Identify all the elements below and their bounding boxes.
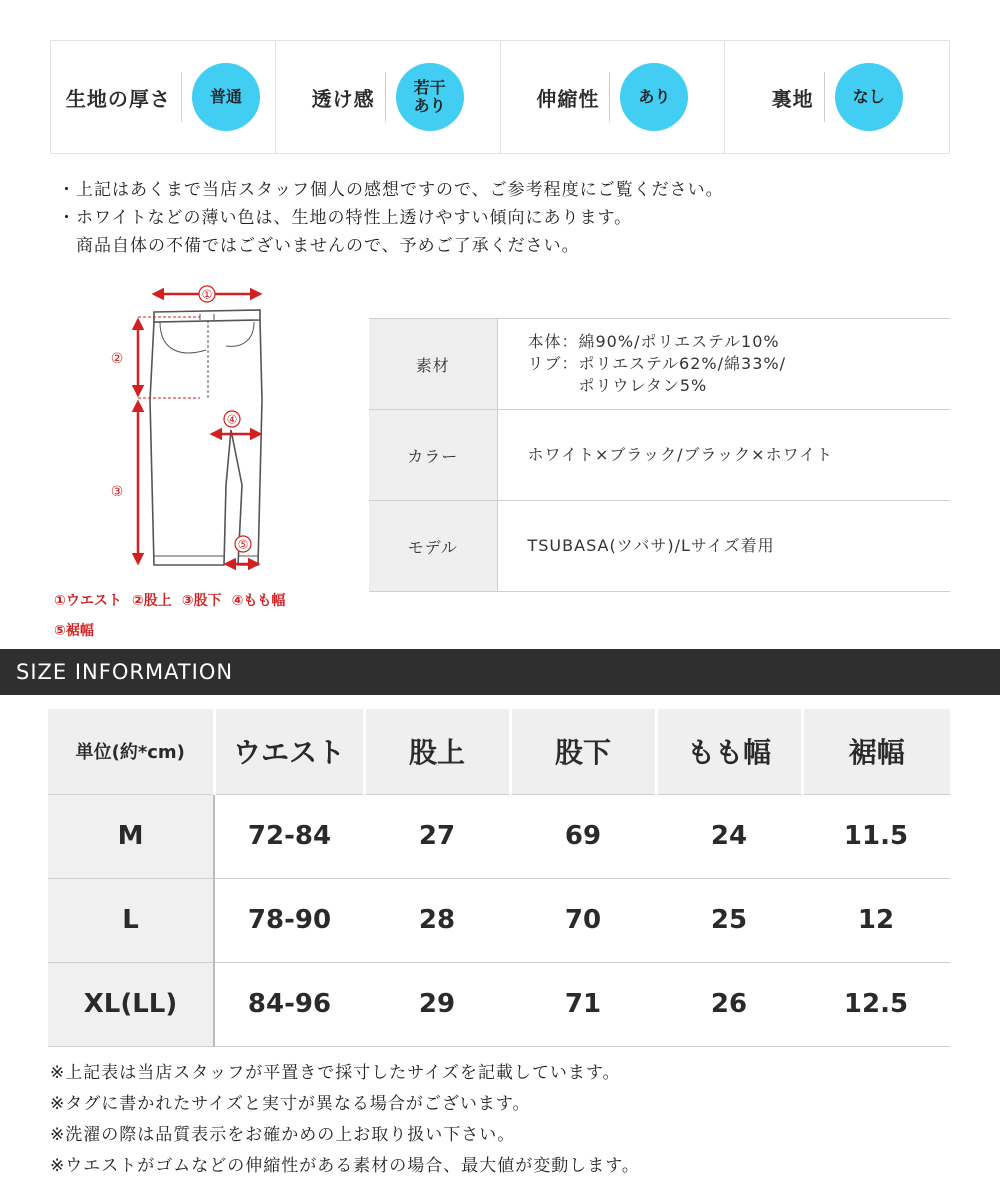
size-header-unit: 単位(約*cm) bbox=[48, 709, 214, 794]
attr-divider bbox=[609, 72, 610, 122]
size-cell-size: M bbox=[48, 794, 214, 878]
size-cell-inseam: 70 bbox=[510, 878, 656, 962]
spec-row-color bbox=[369, 410, 950, 501]
table-row bbox=[48, 794, 950, 878]
size-header-hem: 裾幅 bbox=[802, 709, 950, 794]
marker-thigh: ④ bbox=[226, 412, 238, 427]
size-cell-thigh: 25 bbox=[656, 878, 802, 962]
attr-stretch-badge: あり bbox=[620, 63, 688, 131]
size-cell-hem: 12.5 bbox=[802, 962, 950, 1046]
marker-inseam: ③ bbox=[110, 484, 124, 500]
spec-color-value: ホワイト×ブラック/ブラック×ホワイト bbox=[497, 410, 950, 501]
attr-lining-label: 裏地 bbox=[771, 86, 814, 111]
footer-note-line: ※上記表は当店スタッフが平置きで採寸したサイズを記載しています。 bbox=[50, 1063, 621, 1083]
spec-material-value bbox=[497, 319, 950, 410]
attr-divider bbox=[824, 72, 825, 122]
attr-divider bbox=[385, 72, 386, 122]
attr-thickness bbox=[51, 41, 275, 153]
size-header-thigh: もも幅 bbox=[656, 709, 802, 794]
size-cell-inseam: 69 bbox=[510, 794, 656, 878]
attr-lining-badge: なし bbox=[835, 63, 903, 131]
attr-thickness-badge: 普通 bbox=[192, 63, 260, 131]
attr-sheerness-label: 透け感 bbox=[311, 86, 375, 111]
spec-material-line: ポリウレタン5% bbox=[527, 376, 708, 395]
size-cell-rise: 28 bbox=[364, 878, 510, 962]
size-cell-thigh: 26 bbox=[656, 962, 802, 1046]
note-line: 商品自体の不備ではございませんので、予めご了承ください。 bbox=[76, 236, 580, 256]
notes bbox=[58, 176, 724, 260]
size-cell-size: XL(LL) bbox=[48, 962, 214, 1046]
size-header-waist: ウエスト bbox=[214, 709, 364, 794]
spec-model-value: TSUBASA(ツバサ)/Lサイズ着用 bbox=[497, 501, 950, 592]
attr-stretch bbox=[500, 41, 725, 153]
footer-note-line: ※タグに書かれたサイズと実寸が異なる場合がございます。 bbox=[50, 1094, 531, 1114]
size-cell-inseam: 71 bbox=[510, 962, 656, 1046]
note-line: ・ホワイトなどの薄い色は、生地の特性上透けやすい傾向にあります。 bbox=[58, 208, 633, 228]
size-table bbox=[48, 709, 950, 1047]
size-table-header bbox=[48, 709, 950, 794]
attr-thickness-label: 生地の厚さ bbox=[65, 86, 171, 111]
size-cell-waist: 84-96 bbox=[214, 962, 364, 1046]
spec-table bbox=[369, 318, 950, 592]
size-cell-waist: 72-84 bbox=[214, 794, 364, 878]
size-cell-rise: 29 bbox=[364, 962, 510, 1046]
size-cell-rise: 27 bbox=[364, 794, 510, 878]
size-info-banner: SIZE INFORMATION bbox=[0, 649, 1000, 695]
legend-waist: ①ウエスト bbox=[54, 593, 122, 609]
spec-material-label: 素材 bbox=[369, 319, 497, 410]
footer-note-line: ※ウエストがゴムなどの伸縮性がある素材の場合、最大値が変動します。 bbox=[50, 1156, 640, 1176]
size-cell-waist: 78-90 bbox=[214, 878, 364, 962]
attr-divider bbox=[181, 72, 182, 122]
fabric-attributes bbox=[50, 40, 950, 154]
size-cell-size: L bbox=[48, 878, 214, 962]
attr-lining bbox=[724, 41, 949, 153]
marker-rise: ② bbox=[110, 351, 124, 367]
spec-row-material bbox=[369, 319, 950, 410]
diagram-legend bbox=[54, 586, 354, 646]
footer-notes bbox=[50, 1058, 640, 1182]
marker-waist: ① bbox=[201, 287, 213, 302]
table-row bbox=[48, 878, 950, 962]
legend-rise: ②股上 bbox=[131, 593, 172, 609]
spec-material-line: リブ：ポリエステル62%/綿33%/ bbox=[527, 354, 786, 373]
spec-row-model bbox=[369, 501, 950, 592]
size-cell-hem: 12 bbox=[802, 878, 950, 962]
note-line: ・上記はあくまで当店スタッフ個人の感想ですので、ご参考程度にご覧ください。 bbox=[58, 180, 724, 200]
size-header-rise: 股上 bbox=[364, 709, 510, 794]
marker-hem: ⑤ bbox=[237, 537, 249, 552]
footer-note-line: ※洗濯の際は品質表示をお確かめの上お取り扱い下さい。 bbox=[50, 1125, 516, 1145]
spec-material-line: 本体：綿90%/ポリエステル10% bbox=[527, 332, 780, 351]
legend-hem: ⑤裾幅 bbox=[54, 623, 94, 639]
attr-sheerness bbox=[275, 41, 500, 153]
attr-sheerness-badge: 若干 あり bbox=[396, 63, 464, 131]
legend-inseam: ③股下 bbox=[181, 593, 222, 609]
attr-stretch-label: 伸縮性 bbox=[536, 86, 600, 111]
pants-outline bbox=[150, 310, 262, 565]
legend-thigh: ④もも幅 bbox=[231, 593, 286, 609]
size-cell-thigh: 24 bbox=[656, 794, 802, 878]
table-row bbox=[48, 962, 950, 1046]
size-cell-hem: 11.5 bbox=[802, 794, 950, 878]
spec-model-label: モデル bbox=[369, 501, 497, 592]
size-header-inseam: 股下 bbox=[510, 709, 656, 794]
spec-color-label: カラー bbox=[369, 410, 497, 501]
